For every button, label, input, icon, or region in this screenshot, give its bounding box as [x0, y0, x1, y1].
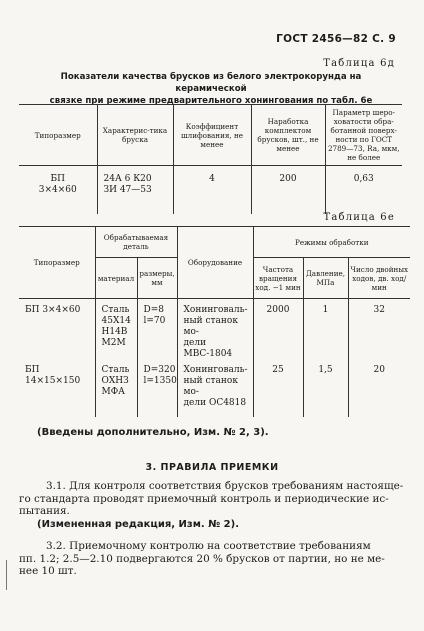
cell-text: Хонинговаль- [183, 365, 248, 375]
cell-strokes: 32 [348, 299, 410, 361]
margin-mark [6, 560, 7, 590]
paragraph-line: 3.1. Для контроля соответствия брусков требованиям настояще- [46, 480, 404, 492]
table-6d-label: Таблица 6д [323, 58, 395, 69]
cell-size: БП 14×15×150 [19, 360, 95, 417]
cell-dimensions [137, 299, 177, 361]
cell-text: Сталь [101, 305, 130, 315]
paragraph-3-1 [19, 480, 404, 518]
column-header: Наработка комплектом брусков, шт., не менее [251, 105, 325, 166]
cell-text: БП [50, 174, 65, 184]
paragraph-line: пытания. [19, 505, 70, 517]
column-header: Обрабатываемая деталь [95, 227, 177, 258]
cell-rotation: 25 [253, 360, 303, 417]
page-header: ГОСТ 2456—82 С. 9 [276, 33, 396, 45]
section-title: 3. ПРАВИЛА ПРИЕМКИ [145, 462, 279, 473]
column-header: размеры, мм [137, 258, 177, 299]
column-header: Типоразмер [19, 105, 97, 166]
cell-text: 3×4×60 [38, 185, 77, 195]
cell-coefficient: 4 [173, 166, 251, 215]
table-row [19, 299, 410, 361]
cell-rotation: 2000 [253, 299, 303, 361]
cell-text: Хонинговаль- [183, 305, 248, 315]
cell-text: D=8 [143, 305, 164, 315]
amendment-note: (Введены дополнительно, Изм. № 2, 3). [37, 427, 269, 438]
cell-dimensions [137, 360, 177, 417]
cell-pressure: 1,5 [303, 360, 348, 417]
cell-text: ОХНЗ [101, 376, 129, 386]
cell-text: М2М [101, 338, 126, 348]
column-header: Коэффициент шлифования, не менее [173, 105, 251, 166]
cell-text: l=70 [143, 316, 166, 326]
paragraph-line: пп. 1.2; 2.5—2.10 подвергаются 20 % брусков от партии, но не ме- [19, 552, 385, 565]
column-header: Параметр шеро-ховатости обра-ботанной поверх-ности по ГОСТ 2789—73, Ra, мкм, не более [325, 105, 402, 166]
paragraph-line: 3.2. Приемочному контролю на соответствие требованиям [46, 540, 371, 552]
cell-text: МФА [101, 387, 126, 397]
cell-text: 24А 6 К20 [103, 174, 152, 184]
cell-text: дели ОС4818 [183, 398, 247, 408]
cell-equipment [177, 360, 253, 417]
table-6e [19, 226, 410, 417]
paragraph-line: нее 10 шт. [19, 565, 77, 577]
cell-text: ный станок мо- [183, 316, 238, 337]
cell-text: ный станок мо- [183, 376, 238, 397]
amendment-note: (Измененная редакция, Изм. № 2). [37, 519, 240, 530]
cell-text: l=1350 [143, 376, 177, 386]
cell-material [95, 360, 137, 417]
cell-text: Сталь [101, 365, 130, 375]
cell-size [19, 166, 97, 215]
cell-characteristic [97, 166, 173, 215]
caption-line: связке при режиме предварительного хонингования по табл. 6е [49, 96, 373, 106]
cell-strokes: 20 [348, 360, 410, 417]
column-header: материал [95, 258, 137, 299]
paragraph-line: го стандарта проводят приемочный контроль и периодические ис- [19, 492, 389, 505]
cell-size: БП 3×4×60 [19, 299, 95, 361]
cell-pressure: 1 [303, 299, 348, 361]
table-row [19, 166, 402, 215]
cell-material [95, 299, 137, 361]
table-6d [19, 104, 402, 214]
column-header: Частота вращения ход. −1 мин [253, 258, 303, 299]
column-header: Давление, МПа [303, 258, 348, 299]
cell-roughness: 0,63 [325, 166, 402, 215]
column-header: Число двойных ходов, дв. ход/мин [348, 258, 410, 299]
table-row [19, 360, 410, 417]
column-header: Типоразмер [19, 227, 95, 299]
cell-output: 200 [251, 166, 325, 215]
table-6d-caption [26, 71, 396, 107]
cell-text: 45Х14 [101, 316, 131, 326]
cell-text: Н14В [101, 327, 128, 337]
cell-equipment [177, 299, 253, 361]
cell-text: дели МВС-1804 [183, 338, 233, 359]
column-header: Режимы обработки [253, 227, 410, 258]
caption-line: Показатели качества брусков из белого электрокорунда на керамической [60, 72, 362, 94]
column-header: Характерис-тика бруска [97, 105, 173, 166]
column-header: Оборудование [177, 227, 253, 299]
cell-text: ЗИ 47—53 [103, 185, 152, 195]
table-6e-label: Таблица 6е [323, 212, 395, 223]
paragraph-3-2 [19, 540, 404, 578]
cell-text: D=320 [143, 365, 176, 375]
